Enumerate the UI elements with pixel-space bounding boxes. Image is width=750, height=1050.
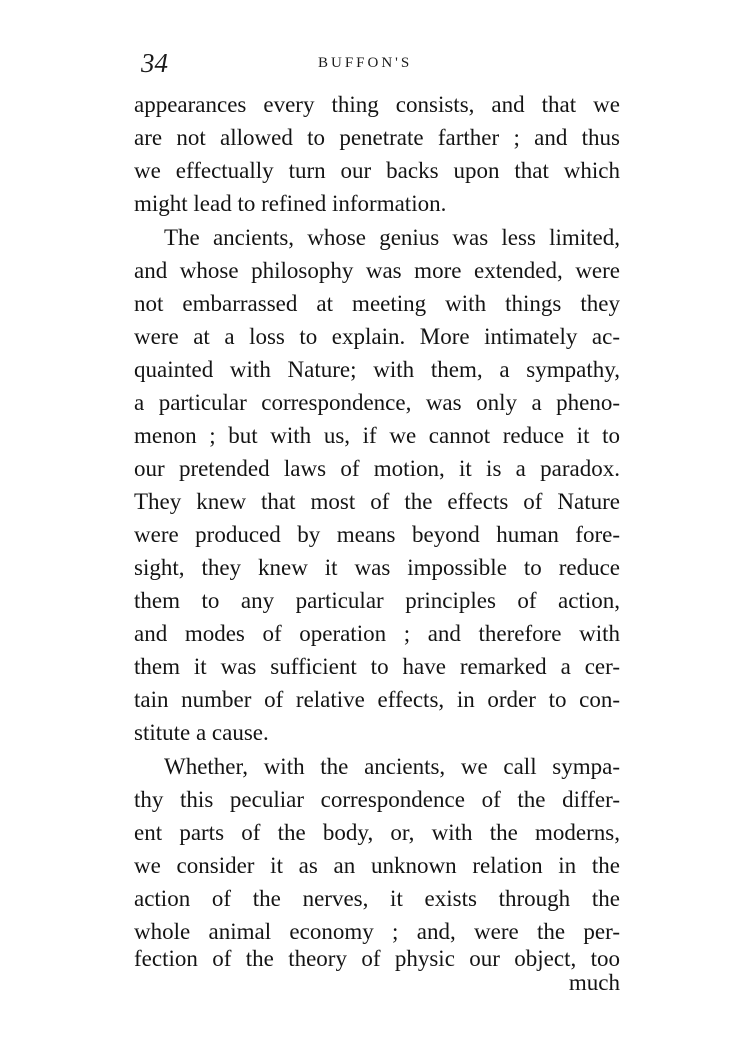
text-line: not embarrassed at meeting with things they	[134, 291, 620, 316]
text-line: tain number of relative effects, in order to con-	[134, 687, 620, 712]
text-line: action of the nerves, it exists through the	[134, 886, 620, 911]
text-line: them it was sufficient to have remarked a cer-	[134, 654, 620, 679]
text-line: thy this peculiar correspondence of the differ-	[134, 787, 620, 812]
text-line: and whose philosophy was more extended, were	[134, 258, 620, 283]
text-line: The ancients, whose genius was less limited,	[164, 225, 620, 250]
text-line: we consider it as an unknown relation in the	[134, 853, 620, 878]
catchword: much	[568, 970, 620, 995]
text-line: menon ; but with us, if we cannot reduce it to	[134, 423, 620, 448]
text-line: and modes of operation ; and therefore with	[134, 621, 620, 646]
text-line: our pretended laws of motion, it is a paradox.	[134, 456, 620, 481]
text-line: we effectually turn our backs upon that which	[134, 158, 620, 183]
text-line: were produced by means beyond human fore-	[134, 522, 620, 547]
text-line: They knew that most of the effects of Nature	[134, 489, 620, 514]
text-line: might lead to refined information.	[134, 191, 447, 216]
text-line: Whether, with the ancients, we call sympa-	[164, 754, 620, 779]
text-line: a particular correspondence, was only a pheno-	[134, 390, 620, 415]
text-line: ent parts of the body, or, with the moderns,	[134, 820, 620, 845]
text-line: sight, they knew it was impossible to reduce	[134, 555, 620, 580]
text-line: appearances every thing consists, and that we	[134, 92, 620, 117]
text-line: quainted with Nature; with them, a sympathy,	[134, 357, 620, 382]
text-line: them to any particular principles of action,	[134, 588, 620, 613]
text-line: are not allowed to penetrate farther ; and thus	[134, 125, 620, 150]
text-line: whole animal economy ; and, were the per-	[134, 919, 620, 944]
text-line: were at a loss to explain. More intimately ac-	[134, 324, 620, 349]
page-header	[0, 44, 750, 80]
page-number: 34	[141, 48, 168, 78]
text-line: fection of the theory of physic our object, too	[134, 946, 620, 971]
text-line: stitute a cause.	[134, 720, 269, 745]
running-head: BUFFON'S	[318, 55, 413, 71]
